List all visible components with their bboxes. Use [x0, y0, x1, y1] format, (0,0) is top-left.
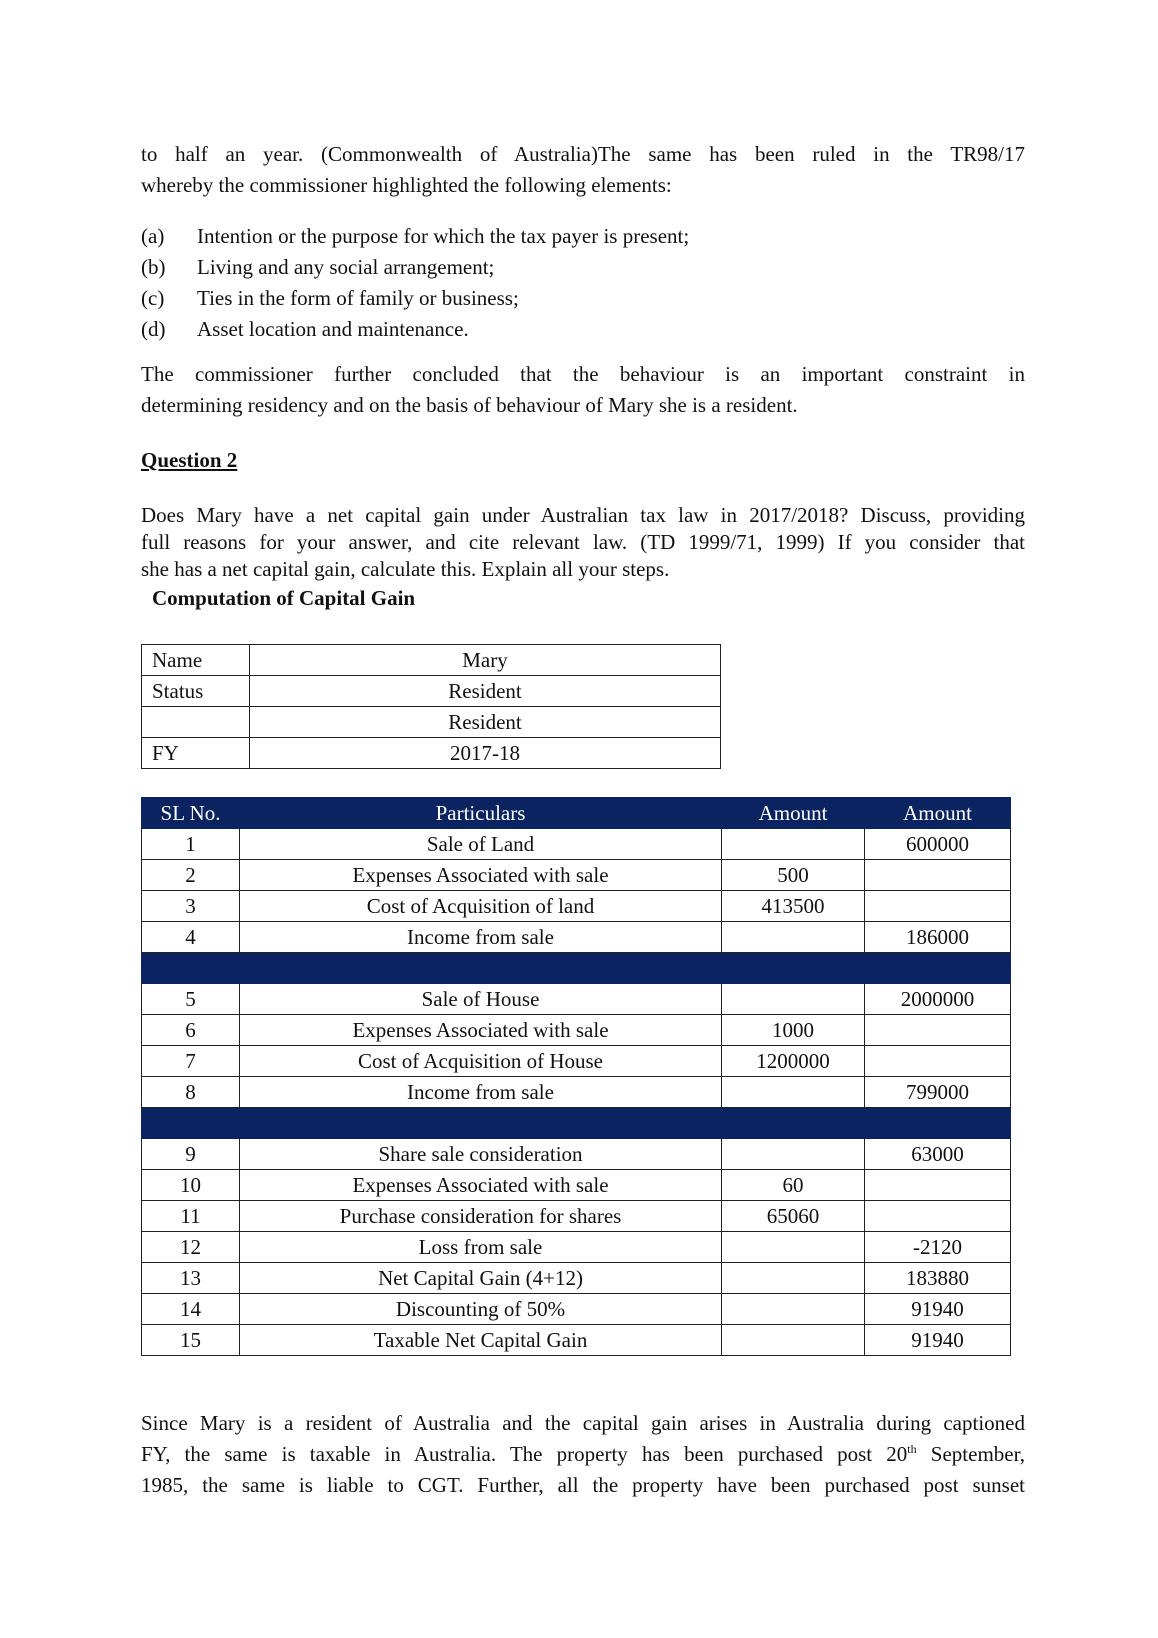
cell-amount-1: 1200000 — [722, 1046, 865, 1077]
cell-sl-no: 12 — [142, 1232, 240, 1263]
cell-sl-no: 5 — [142, 984, 240, 1015]
cell-particulars: Expenses Associated with sale — [240, 860, 722, 891]
cell-amount-2 — [865, 1170, 1011, 1201]
question-line-2: full reasons for your answer, and cite relevant law. (TD 1999/71, 1999) If you consider that — [141, 530, 1025, 554]
cell-particulars: Discounting of 50% — [240, 1294, 722, 1325]
question-line-3: she has a net capital gain, calculate this. Explain all your steps. — [141, 557, 670, 581]
cell-particulars: Sale of House — [240, 984, 722, 1015]
cell-sl-no: 15 — [142, 1325, 240, 1356]
table-row — [142, 1077, 1011, 1108]
cell-sl-no: 1 — [142, 829, 240, 860]
table-row — [142, 738, 721, 769]
cell-amount-2 — [865, 860, 1011, 891]
info-key — [142, 707, 250, 738]
table-row — [142, 1170, 1011, 1201]
cell-amount-1: 65060 — [722, 1201, 865, 1232]
separator-cell — [240, 1108, 722, 1139]
cell-sl-no: 7 — [142, 1046, 240, 1077]
cell-amount-1: 1000 — [722, 1015, 865, 1046]
list-text: Ties in the form of family or business; — [197, 286, 519, 310]
question-paragraph — [141, 502, 1025, 583]
table-row — [142, 891, 1011, 922]
cell-amount-2: 91940 — [865, 1325, 1011, 1356]
cell-sl-no: 14 — [142, 1294, 240, 1325]
cell-particulars: Cost of Acquisition of House — [240, 1046, 722, 1077]
table-row — [142, 984, 1011, 1015]
info-value: Mary — [250, 645, 721, 676]
table-row — [142, 922, 1011, 953]
cell-amount-1 — [722, 1139, 865, 1170]
capital-gain-table — [141, 797, 1011, 1356]
cell-sl-no: 6 — [142, 1015, 240, 1046]
cell-amount-1: 500 — [722, 860, 865, 891]
computation-title: Computation of Capital Gain — [152, 586, 416, 610]
cell-particulars: Expenses Associated with sale — [240, 1015, 722, 1046]
info-value: Resident — [250, 676, 721, 707]
table-row — [142, 1263, 1011, 1294]
elements-list — [141, 221, 689, 345]
info-table — [141, 644, 721, 769]
table-row — [142, 676, 721, 707]
section-separator-row — [142, 1108, 1011, 1139]
intro-paragraph — [141, 139, 1025, 201]
separator-cell — [142, 953, 240, 984]
table-row — [142, 707, 721, 738]
cell-particulars: Net Capital Gain (4+12) — [240, 1263, 722, 1294]
cell-amount-1 — [722, 1325, 865, 1356]
cell-particulars: Sale of Land — [240, 829, 722, 860]
cell-amount-2 — [865, 1046, 1011, 1077]
cell-amount-2: 799000 — [865, 1077, 1011, 1108]
list-item — [141, 252, 689, 283]
conclusion-line-2: determining residency and on the basis of behaviour of Mary she is a resident. — [141, 393, 798, 417]
cell-sl-no: 3 — [142, 891, 240, 922]
question-heading: Question 2 — [141, 448, 238, 472]
cell-sl-no: 8 — [142, 1077, 240, 1108]
info-key: Name — [142, 645, 250, 676]
table-row — [142, 645, 721, 676]
cell-sl-no: 11 — [142, 1201, 240, 1232]
cell-particulars: Purchase consideration for shares — [240, 1201, 722, 1232]
separator-cell — [865, 953, 1011, 984]
cell-amount-2: 186000 — [865, 922, 1011, 953]
cell-sl-no: 10 — [142, 1170, 240, 1201]
cell-particulars: Income from sale — [240, 922, 722, 953]
cell-amount-1 — [722, 984, 865, 1015]
cell-amount-2: 91940 — [865, 1294, 1011, 1325]
cell-amount-1: 413500 — [722, 891, 865, 922]
cell-sl-no: 9 — [142, 1139, 240, 1170]
cell-amount-2 — [865, 1015, 1011, 1046]
header-particulars: Particulars — [240, 798, 722, 829]
list-text: Living and any social arrangement; — [197, 255, 495, 279]
list-text: Asset location and maintenance. — [197, 317, 469, 341]
list-item — [141, 314, 689, 345]
closing-line-2-post: September, — [916, 1442, 1025, 1466]
cell-particulars: Loss from sale — [240, 1232, 722, 1263]
list-marker: (d) — [141, 317, 166, 341]
capital-gain-table-body — [142, 798, 1011, 1356]
closing-line-3: 1985, the same is liable to CGT. Further, all the property have been purchased post sunset — [141, 1473, 1025, 1497]
separator-cell — [722, 953, 865, 984]
table-row — [142, 1015, 1011, 1046]
closing-line-2 — [141, 1439, 1025, 1470]
cell-amount-1 — [722, 1294, 865, 1325]
cell-amount-2: 63000 — [865, 1139, 1011, 1170]
table-header-row — [142, 798, 1011, 829]
cell-amount-2 — [865, 1201, 1011, 1232]
cell-amount-1: 60 — [722, 1170, 865, 1201]
cell-sl-no: 4 — [142, 922, 240, 953]
table-row — [142, 1046, 1011, 1077]
cell-particulars: Share sale consideration — [240, 1139, 722, 1170]
cell-amount-1 — [722, 1263, 865, 1294]
closing-line-2-pre: FY, the same is taxable in Australia. The property has been purchased post 20 — [141, 1442, 908, 1466]
header-amount-2: Amount — [865, 798, 1011, 829]
closing-line-1: Since Mary is a resident of Australia and the capital gain arises in Australia during captioned — [141, 1411, 1025, 1435]
table-row — [142, 1139, 1011, 1170]
header-amount-1: Amount — [722, 798, 865, 829]
intro-line-1: to half an year. (Commonwealth of Australia)The same has been ruled in the TR98/17 — [141, 142, 1025, 166]
cell-amount-2: 2000000 — [865, 984, 1011, 1015]
cell-particulars: Cost of Acquisition of land — [240, 891, 722, 922]
table-row — [142, 860, 1011, 891]
info-key: Status — [142, 676, 250, 707]
separator-cell — [142, 1108, 240, 1139]
cell-amount-1 — [722, 829, 865, 860]
table-row — [142, 829, 1011, 860]
cell-particulars: Taxable Net Capital Gain — [240, 1325, 722, 1356]
cell-amount-2: 183880 — [865, 1263, 1011, 1294]
closing-paragraph — [141, 1408, 1025, 1501]
cell-amount-1 — [722, 1232, 865, 1263]
list-marker: (c) — [141, 286, 165, 310]
table-row — [142, 1232, 1011, 1263]
header-sl-no: SL No. — [142, 798, 240, 829]
table-row — [142, 1201, 1011, 1232]
cell-amount-2 — [865, 891, 1011, 922]
list-marker: (b) — [141, 255, 166, 279]
conclusion-paragraph — [141, 359, 1025, 421]
cell-sl-no: 13 — [142, 1263, 240, 1294]
cell-particulars: Expenses Associated with sale — [240, 1170, 722, 1201]
ordinal-suffix: th — [907, 1442, 917, 1456]
separator-cell — [240, 953, 722, 984]
info-value: Resident — [250, 707, 721, 738]
info-key: FY — [142, 738, 250, 769]
separator-cell — [722, 1108, 865, 1139]
intro-line-2: whereby the commissioner highlighted the following elements: — [141, 173, 672, 197]
cell-amount-1 — [722, 922, 865, 953]
cell-amount-2: 600000 — [865, 829, 1011, 860]
cell-amount-2: -2120 — [865, 1232, 1011, 1263]
section-separator-row — [142, 953, 1011, 984]
cell-sl-no: 2 — [142, 860, 240, 891]
table-row — [142, 1325, 1011, 1356]
list-text: Intention or the purpose for which the tax payer is present; — [197, 224, 690, 248]
list-item — [141, 221, 689, 252]
list-item — [141, 283, 689, 314]
conclusion-line-1: The commissioner further concluded that the behaviour is an important constraint in — [141, 362, 1025, 386]
info-value: 2017-18 — [250, 738, 721, 769]
cell-amount-1 — [722, 1077, 865, 1108]
table-row — [142, 1294, 1011, 1325]
separator-cell — [865, 1108, 1011, 1139]
cell-particulars: Income from sale — [240, 1077, 722, 1108]
list-marker: (a) — [141, 224, 165, 248]
question-line-1: Does Mary have a net capital gain under Australian tax law in 2017/2018? Discuss, providing — [141, 503, 1025, 527]
